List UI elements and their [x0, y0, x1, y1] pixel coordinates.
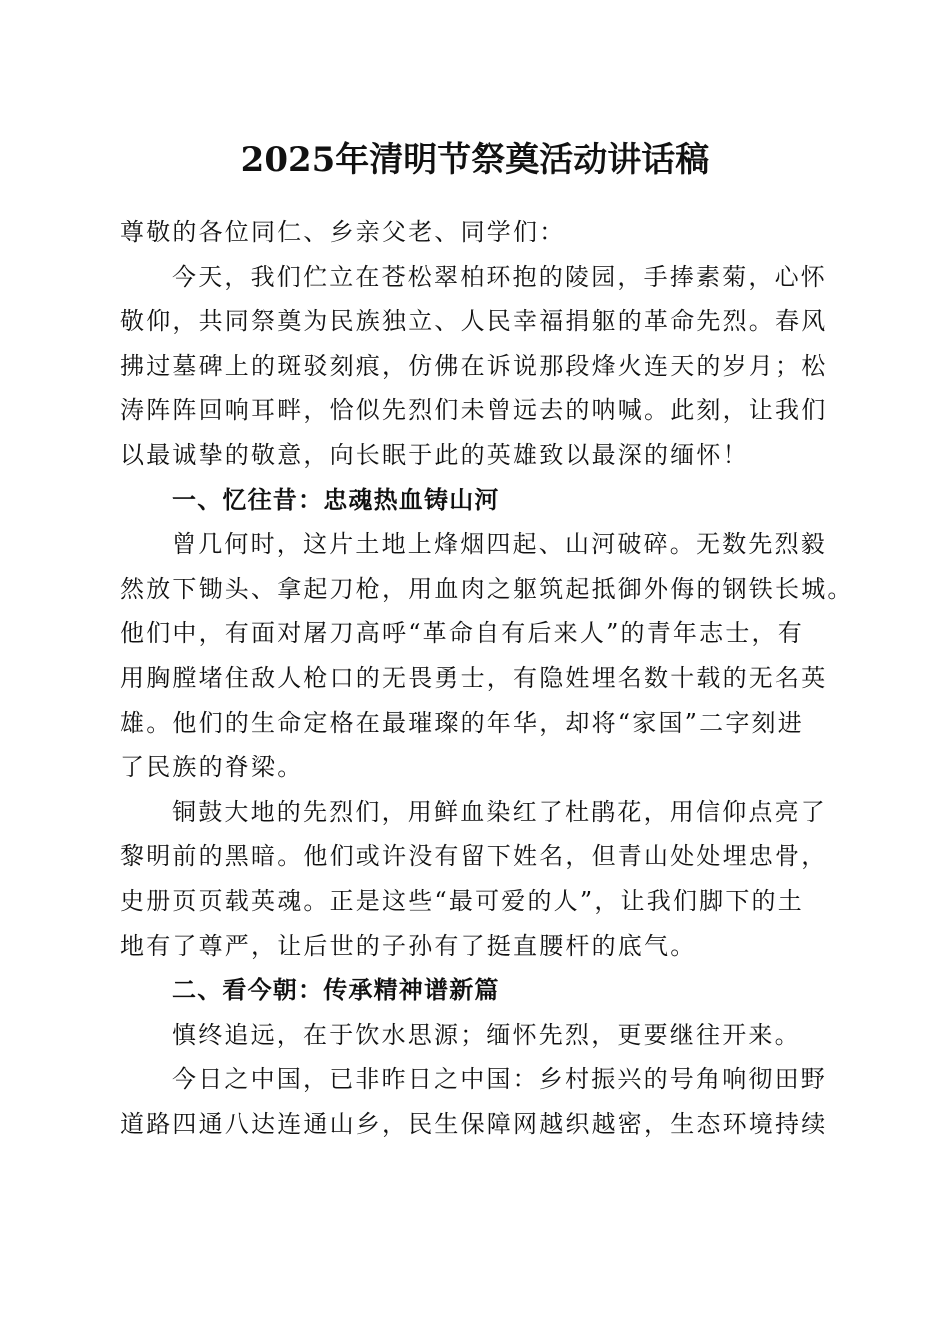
salutation: 尊敬的各位同仁、乡亲父老、同学们： — [120, 218, 566, 246]
section1-para2-line: 地有了尊严，让后世的子孙有了挺直腰杆的底气。 — [120, 931, 697, 960]
section1-para1-line: 雄。他们的生命定格在最璀璨的年华，却将“家国”二字刻进 — [120, 708, 804, 737]
section2-para1-line: 慎终追远，在于饮水思源；缅怀先烈，更要继往开来。 — [172, 1020, 801, 1049]
section1-para1-line: 然放下锄头、拿起刀枪，用血肉之躯筑起抵御外侮的钢铁长城。 — [120, 574, 854, 603]
document-title: 2025年清明节祭奠活动讲话稿 — [240, 140, 710, 180]
document-body — [120, 210, 854, 1146]
section2-para2-line: 道路四通八达连通山乡，民生保障网越织越密，生态环境持续 — [120, 1109, 828, 1138]
intro-line: 敬仰，共同祭奠为民族独立、人民幸福捐躯的革命先烈。春风 — [120, 307, 828, 336]
section1-para1-line: 用胸膛堵住敌人枪口的无畏勇士，有隐姓埋名数十载的无名英 — [120, 663, 828, 692]
intro-line: 拂过墓碑上的斑驳刻痕，仿佛在诉说那段烽火连天的岁月；松 — [120, 351, 828, 380]
section1-para2-line: 黎明前的黑暗。他们或许没有留下姓名，但青山处处埋忠骨， — [120, 842, 828, 871]
intro-line: 今天，我们伫立在苍松翠柏环抱的陵园，手捧素菊，心怀 — [172, 262, 827, 291]
section-heading-2: 二、看今朝：传承精神谱新篇 — [172, 976, 500, 1005]
section1-para1-line: 曾几何时，这片土地上烽烟四起、山河破碎。无数先烈毅 — [172, 530, 827, 559]
intro-line: 以最诚挚的敬意，向长眠于此的英雄致以最深的缅怀！ — [120, 440, 749, 469]
section-heading-1: 一、忆往昔：忠魂热血铸山河 — [172, 485, 500, 514]
section1-para2-line: 史册页页载英魂。正是这些“最可爱的人”，让我们脚下的土 — [120, 886, 804, 915]
section1-para2-line: 铜鼓大地的先烈们，用鲜血染红了杜鹃花，用信仰点亮了 — [172, 797, 827, 826]
section2-para2-line: 今日之中国，已非昨日之中国：乡村振兴的号角响彻田野 — [172, 1065, 827, 1094]
intro-line: 涛阵阵回响耳畔，恰似先烈们未曾远去的呐喊。此刻，让我们 — [120, 396, 828, 425]
section1-para1-line: 他们中，有面对屠刀高呼“革命自有后来人”的青年志士，有 — [120, 619, 804, 648]
section1-para1-line: 了民族的脊梁。 — [120, 753, 304, 782]
